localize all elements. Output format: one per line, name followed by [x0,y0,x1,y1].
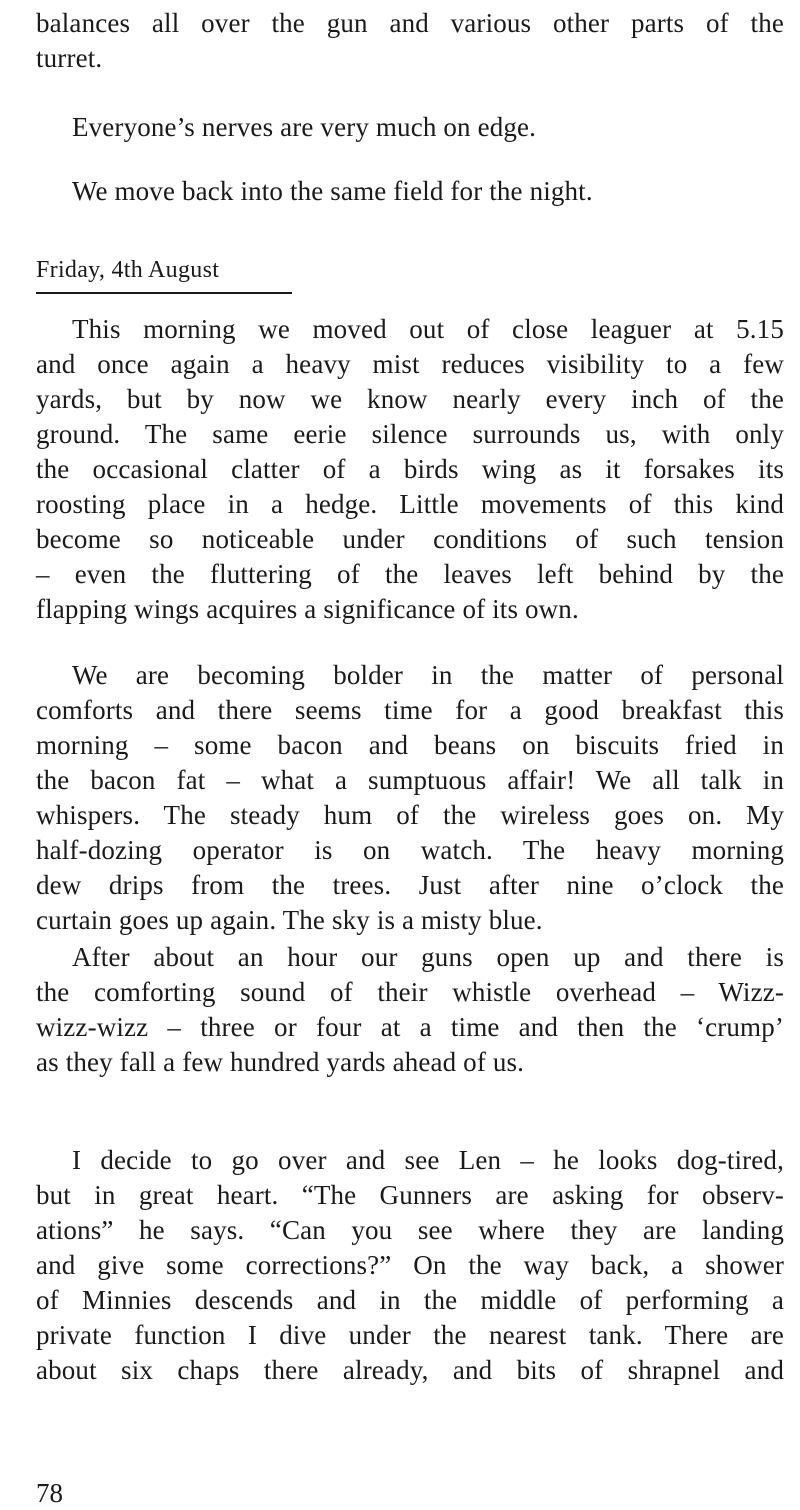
text-line: and give some corrections?” On the way back, a shower [36,1250,784,1280]
text-line: the comforting sound of their whistle overhead – Wizz- [36,977,784,1007]
paragraph [36,174,784,209]
text-line: comforts and there seems time for a good breakfast this [36,695,784,725]
text-line: the bacon fat – what a sumptuous affair! We all talk in [36,765,784,795]
text-line: dew drips from the trees. Just after nine o’clock the [36,870,784,900]
text-line: become so noticeable under conditions of such tension [36,524,784,554]
text-line: curtain goes up again. The sky is a misty blue. [36,905,543,935]
text-line: We are becoming bolder in the matter of personal [72,660,784,690]
text-line: roosting place in a hedge. Little movements of this kind [36,489,784,519]
text-line: yards, but by now we know nearly every inch of the [36,384,784,414]
text-line: but in great heart. “The Gunners are asking for observ- [36,1180,784,1210]
text-line: ground. The same eerie silence surrounds us, with only [36,419,784,449]
text-line: balances all over the gun and various other parts of the [36,8,784,38]
text-line: Everyone’s nerves are very much on edge. [72,112,537,142]
text-line: of Minnies descends and in the middle of performing a [36,1285,784,1315]
text-line: and once again a heavy mist reduces visibility to a few [36,349,784,379]
paragraph [36,110,784,145]
text-line: turret. [36,43,103,73]
text-line: as they fall a few hundred yards ahead of us. [36,1047,525,1077]
text-line: I decide to go over and see Len – he looks dog-tired, [72,1145,784,1175]
text-line: – even the fluttering of the leaves left behind by the [36,559,784,589]
text-line: whispers. The steady hum of the wireless goes on. My [36,800,784,830]
text-line: After about an hour our guns open up and there is [72,942,784,972]
page-number: 78 [36,1478,63,1508]
text-line: half-dozing operator is on watch. The heavy morning [36,835,784,865]
text-line: the occasional clatter of a birds wing as it forsakes its [36,454,784,484]
text-line: We move back into the same field for the night. [72,176,593,206]
text-line: ations” he says. “Can you see where they are landing [36,1215,784,1245]
paragraph [36,312,784,627]
text-line: about six chaps there already, and bits of shrapnel and [36,1355,784,1385]
text-line: morning – some bacon and beans on biscuits fried in [36,730,784,760]
text-line: private function I dive under the nearest tank. There are [36,1320,784,1350]
heading-underline [36,292,292,294]
text-line: This morning we moved out of close leaguer at 5.15 [72,314,784,344]
paragraph-continuation [36,6,784,76]
text-line: wizz-wizz – three or four at a time and then the ‘crump’ [36,1012,784,1042]
paragraph [36,1143,784,1388]
paragraph [36,940,784,1080]
date-heading: Friday, 4th August [36,257,220,283]
text-line: flapping wings acquires a significance of its own. [36,594,579,624]
paragraph [36,658,784,938]
